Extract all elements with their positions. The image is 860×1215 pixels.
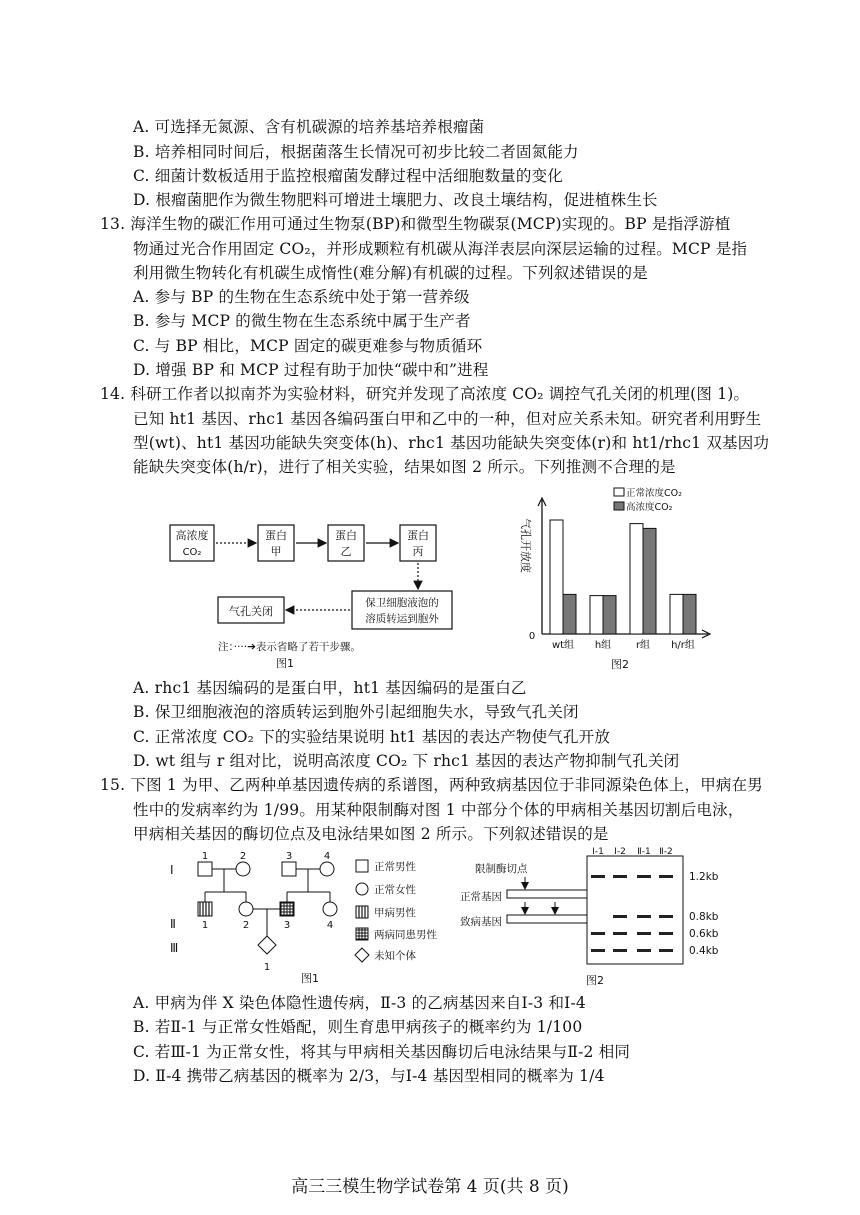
fig2-caption: 图2 (611, 658, 629, 671)
legend-unknown-icon (355, 948, 369, 962)
protein-c-line1: 蛋白 (407, 529, 429, 542)
svg-text:Ⅰ-1: Ⅰ-1 (592, 847, 604, 857)
q14-option-c: C. 正常浓度 CO₂ 下的实验结果说明 ht1 基因的表达产物使气孔开放 (133, 728, 611, 746)
bar-3-series-1 (683, 594, 696, 634)
q14-stem-line1: 14. 科研工作者以拟南芥为实验材料，研究并发现了高浓度 CO₂ 调控气孔关闭的机理(图 1)。 (100, 385, 750, 403)
legend-normal-female-icon (356, 883, 368, 895)
III-1-unknown-individual (258, 936, 276, 954)
q15-gel-figure (455, 846, 755, 988)
q13-stem-line1: 13. 海洋生物的碳汇作用可通过生物泵(BP)和微型生物碳泵(MCP)实现的。BP 是指浮游植 (100, 215, 731, 233)
protein-c-line2: 丙 (412, 545, 424, 558)
q14-stem-line2: 已知 ht1 基因、rhc1 基因各编码蛋白甲和乙中的一种，但对应关系未知。研究者利用野生 (133, 410, 762, 428)
legend-swatch-high (614, 502, 624, 510)
q13-option-a: A. 参与 BP 的生物在生态系统中处于第一营养级 (133, 288, 470, 306)
q15-option-c: C. 若Ⅲ-1 为正常女性，将其与甲病相关基因酶切后电泳结果与Ⅱ-2 相同 (133, 1043, 631, 1061)
protein-a-line1: 蛋白 (265, 529, 287, 542)
q12-option-b: B. 培养相同时间后，根据菌落生长情况可初步比较二者固氮能力 (133, 143, 579, 161)
stomata-close-label: 气孔关闭 (229, 605, 273, 618)
legend-swatch-normal (614, 488, 624, 496)
bar-0-series-1 (563, 594, 576, 634)
size-label-1: 1.2kb (689, 871, 719, 883)
q14-figure2-bar-chart (510, 478, 720, 678)
q12-option-d: D. 根瘤菌肥作为微生物肥料可增进土壤肥力、改良土壤结构，促进植株生长 (133, 191, 658, 209)
solute-line1: 保卫细胞液泡的 (365, 597, 439, 609)
fig1-caption: 图1 (276, 657, 294, 670)
gel-caption: 图2 (586, 974, 604, 987)
gen-label-3: Ⅲ (170, 941, 179, 955)
legend-unknown: 未知个体 (374, 950, 416, 962)
legend-affected-male-icon (356, 906, 368, 918)
chart-origin-label: 0 (528, 631, 536, 642)
q13-stem-line2: 物通过光合作用固定 CO₂，并形成颗粒有机碳从海洋表层向深层运输的过程。MCP 是指 (133, 240, 748, 258)
q15-stem-line2: 性中的发病率约为 1/99。用某种限制酶对图 1 中部分个体的甲病相关基因切割后电泳， (133, 801, 744, 819)
svg-text:1: 1 (201, 920, 209, 931)
x-tick-label-1: h组 (594, 640, 612, 651)
svg-text:1: 1 (201, 851, 209, 862)
legend-both-affected-icon (356, 928, 368, 940)
II-1-affected-male (198, 902, 212, 916)
normal-gene-label: 正常基因 (460, 891, 502, 903)
legend-normal-male-icon (356, 860, 368, 872)
legend-label-normal: 正常浓度CO₂ (626, 488, 682, 499)
disease-gene-bar (507, 915, 587, 923)
protein-a-line2: 甲 (270, 545, 282, 558)
svg-text:2: 2 (239, 851, 247, 862)
q14-figure1 (160, 505, 480, 675)
q15-option-a: A. 甲病为伴 X 染色体隐性遗传病，Ⅱ-3 的乙病基因来自Ⅰ-3 和Ⅰ-4 (133, 994, 586, 1012)
q15-option-b: B. 若Ⅱ-1 与正常女性婚配，则生育患甲病孩子的概率约为 1/100 (133, 1018, 583, 1036)
q13-stem-line3: 利用微生物转化有机碳生成惰性(难分解)有机碳的过程。下列叙述错误的是 (133, 264, 648, 282)
solute-line2: 溶质转运到胞外 (365, 613, 439, 625)
II-3-both-affected-male (280, 902, 294, 916)
svg-text:Ⅱ-2: Ⅱ-2 (659, 847, 673, 857)
svg-text:4: 4 (326, 920, 334, 931)
co2-box-line2: CO₂ (182, 547, 202, 558)
I-4-normal-female (320, 862, 334, 876)
fig1-note: 注：····➔表示省略了若干步骤。 (218, 641, 361, 653)
q12-option-a: A. 可选择无氮源、含有机碳源的培养基培养根瘤菌 (133, 118, 485, 136)
q12-option-c: C. 细菌计数板适用于监控根瘤菌发酵过程中活细胞数量的变化 (133, 167, 563, 185)
svg-text:Ⅱ-1: Ⅱ-1 (637, 847, 651, 857)
bar-0-series-0 (550, 520, 563, 634)
legend-normal-female: 正常女性 (374, 884, 416, 896)
legend-both-affected: 两病同患男性 (374, 929, 437, 941)
q14-option-b: B. 保卫细胞液泡的溶质转运到胞外引起细胞失水，导致气孔关闭 (133, 703, 579, 721)
size-label-2: 0.8kb (689, 911, 719, 923)
x-tick-label-0: wt组 (551, 640, 575, 651)
chart-ylabel: 气孔开放度 (519, 518, 532, 573)
svg-text:1: 1 (263, 962, 271, 973)
protein-b-line1: 蛋白 (335, 529, 357, 542)
size-label-3: 0.6kb (689, 928, 719, 940)
cut-site-label: 限制酶切点 (475, 863, 528, 875)
q13-option-c: C. 与 BP 相比，MCP 固定的碳更难参与物质循环 (133, 337, 483, 355)
q13-option-b: B. 参与 MCP 的微生物在生态系统中属于生产者 (133, 312, 471, 330)
x-tick-label-3: h/r组 (671, 640, 695, 651)
x-tick-label-2: r组 (635, 640, 651, 651)
bar-1-series-0 (590, 596, 603, 634)
q15-stem-line1: 15. 下图 1 为甲、乙两种单基因遗传病的系谱图，两种致病基因位于非同源染色体上，甲病在男 (100, 776, 763, 794)
disease-gene-label: 致病基因 (460, 916, 502, 928)
bar-2-series-1 (643, 528, 656, 634)
pedigree-caption: 图1 (301, 972, 319, 985)
svg-text:4: 4 (323, 851, 331, 862)
svg-text:3: 3 (285, 851, 293, 862)
q14-stem-line3: 型(wt)、ht1 基因功能缺失突变体(h)、rhc1 基因功能缺失突变体(r)和 ht1/rhc1 双基因功 (133, 434, 770, 452)
I-3-normal-male (282, 862, 296, 876)
normal-gene-bar (507, 890, 587, 898)
gen-label-2: Ⅱ (170, 917, 176, 931)
page-footer: 高三三模生物学试卷第 4 页(共 8 页) (291, 1177, 569, 1197)
co2-box-line1: 高浓度 (175, 529, 209, 542)
q15-pedigree-figure (160, 848, 480, 988)
protein-b-line2: 乙 (340, 545, 352, 558)
q13-option-d: D. 增强 BP 和 MCP 过程有助于加快“碳中和”进程 (133, 361, 489, 379)
bar-2-series-0 (630, 524, 643, 634)
q14-option-d: D. wt 组与 r 组对比，说明高浓度 CO₂ 下 rhc1 基因的表达产物抑制气孔关闭 (133, 752, 680, 770)
II-4-normal-female (323, 902, 337, 916)
legend-affected-male: 甲病男性 (374, 907, 416, 919)
q14-stem-line4: 能缺失突变体(h/r)，进行了相关实验，结果如图 2 所示。下列推测不合理的是 (133, 458, 676, 476)
gen-label-1: Ⅰ (170, 863, 174, 877)
bar-1-series-1 (603, 596, 616, 634)
svg-text:2: 2 (242, 920, 250, 931)
bar-3-series-0 (670, 594, 683, 634)
gel-frame (587, 856, 683, 964)
svg-text:Ⅰ-2: Ⅰ-2 (614, 847, 626, 857)
legend-label-high: 高浓度CO₂ (626, 502, 673, 513)
q15-stem-line3: 甲病相关基因的酶切位点及电泳结果如图 2 所示。下列叙述错误的是 (133, 825, 609, 843)
I-1-normal-male (198, 862, 212, 876)
size-label-4: 0.4kb (689, 945, 719, 957)
svg-text:3: 3 (283, 920, 291, 931)
gel-bands (591, 875, 673, 952)
legend-normal-male: 正常男性 (374, 861, 416, 873)
q15-option-d: D. Ⅱ-4 携带乙病基因的概率为 2/3，与Ⅰ-4 基因型相同的概率为 1/4 (133, 1067, 605, 1085)
q14-option-a: A. rhc1 基因编码的是蛋白甲，ht1 基因编码的是蛋白乙 (133, 679, 527, 697)
II-2-normal-female (239, 902, 253, 916)
I-2-normal-female (236, 862, 250, 876)
